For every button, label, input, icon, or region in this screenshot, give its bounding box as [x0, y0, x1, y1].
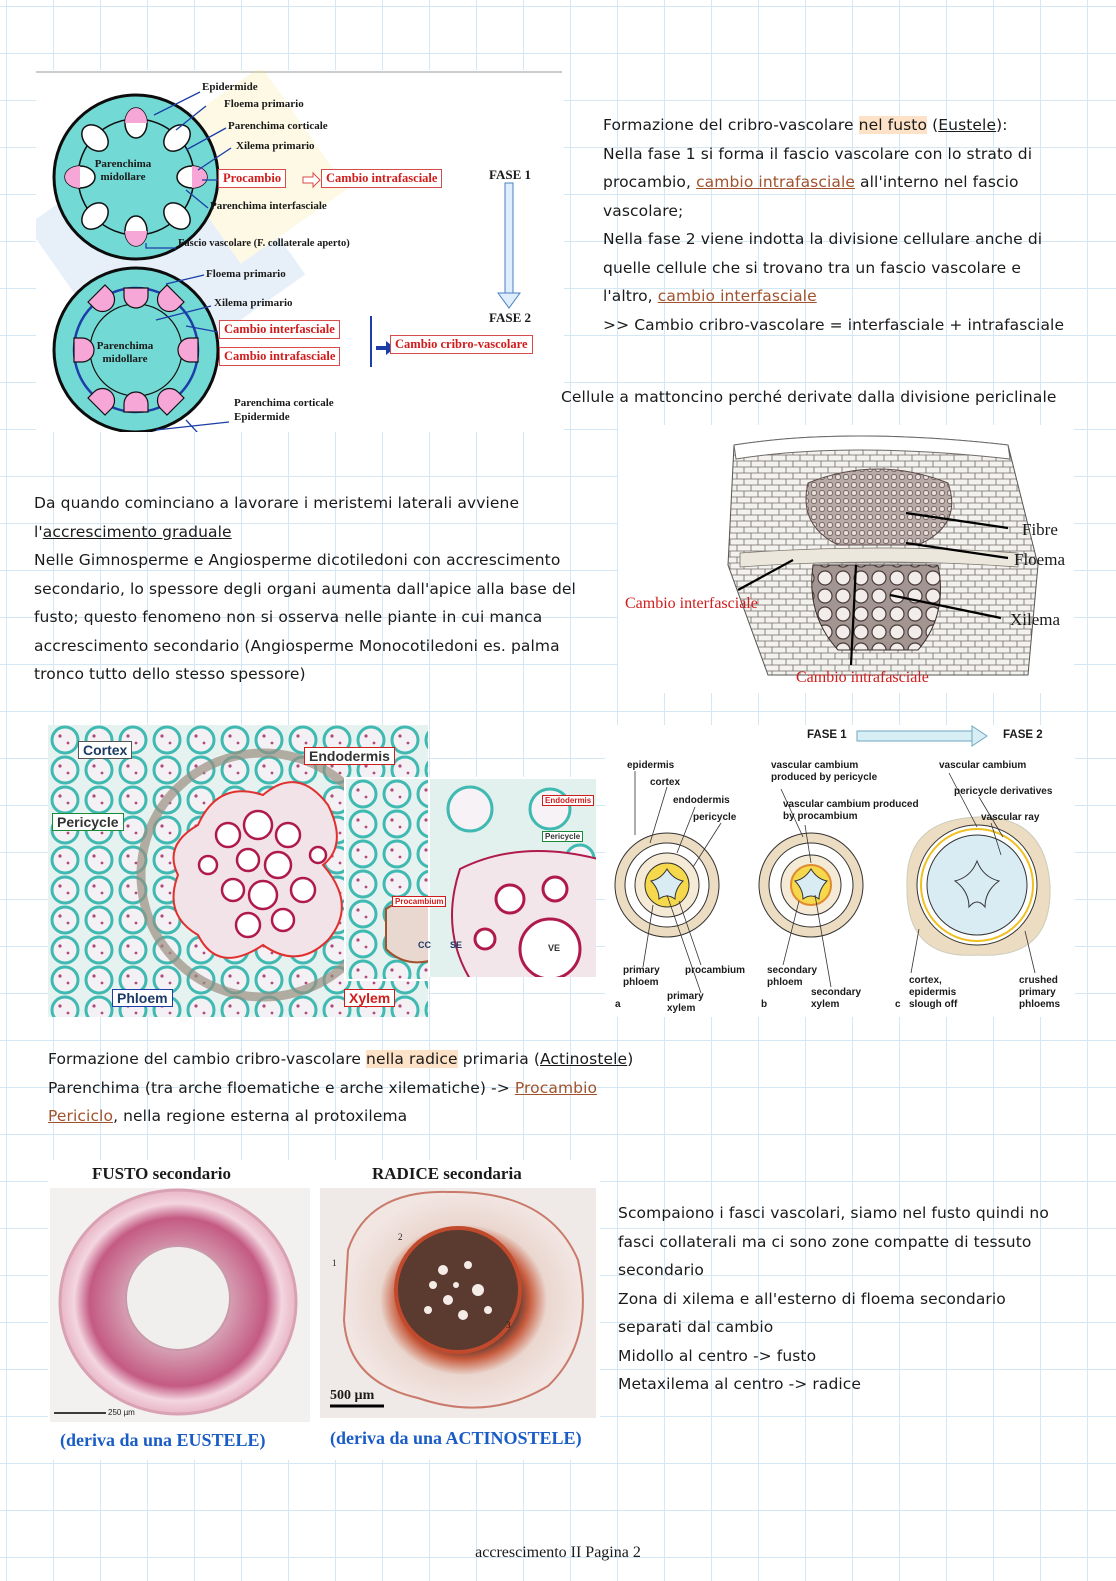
label-pericycle-diagram: pericycle	[693, 812, 737, 823]
root-cambium-phases-figure	[605, 725, 1075, 1017]
stem-phase-diagram	[36, 70, 564, 432]
label-floema-primario: Floema primario	[224, 98, 304, 110]
section-stem-cambium-text	[603, 111, 1103, 339]
text-line	[34, 518, 614, 547]
label-pericycle: Pericycle	[52, 813, 124, 831]
text-line: Nella fase 2 viene indotta la divisione cellulare anche di	[603, 230, 1043, 248]
label-fusto-secondario: FUSTO secondario	[92, 1164, 232, 1183]
label-endodermis: Endodermis	[304, 747, 395, 765]
label-radice-secondaria: RADICE secondaria	[372, 1164, 522, 1183]
label-cc: CC	[418, 940, 431, 950]
label-cambio-interfasciale: Cambio interfasciale	[219, 320, 340, 339]
label-vascular-cambium: vascular cambium	[939, 760, 1027, 771]
label-c: c	[895, 999, 901, 1010]
text-line: fasci collaterali ma ci sono zone compatte di tessuto	[618, 1232, 1032, 1251]
text-line	[48, 1102, 688, 1131]
label-primary-phloem: primary phloem	[623, 965, 660, 988]
text: (	[927, 116, 939, 134]
highlight-nella-radice: nella radice	[366, 1050, 458, 1068]
text-line: secondario, lo spessore degli organi aumenta dall'apice alla base del	[34, 579, 576, 598]
label-region-1: 1	[332, 1258, 337, 1268]
label-secondary-phloem: secondary phloem	[767, 965, 818, 988]
label-epidermis: epidermis	[627, 760, 675, 771]
label-region-3: 3	[506, 1320, 511, 1330]
secondary-stem-root-figure	[48, 1160, 600, 1460]
procambio-link[interactable]: Procambio	[514, 1078, 598, 1097]
text-line: vascolare;	[603, 201, 684, 220]
label-xilema: Xilema	[1010, 610, 1061, 629]
label-parenchima-corticale-2: Parenchima corticale	[234, 397, 334, 409]
text-line: Zona di xilema e all'esterno di floema secondario	[618, 1289, 1006, 1308]
label-phloem: Phloem	[112, 989, 173, 1007]
text: Parenchima (tra arche floematiche e arche xilematiche) ->	[48, 1078, 515, 1097]
label-endodermis-diagram: endodermis	[673, 795, 730, 806]
actinostele-link[interactable]: Actinostele	[540, 1050, 628, 1068]
label-primary-xylem: primary xylem	[667, 991, 704, 1014]
root-micrograph	[48, 725, 428, 1017]
label-fase-2-root: FASE 2	[1003, 729, 1043, 741]
label-cortex-diagram: cortex	[650, 777, 681, 788]
label-floema-primario-2: Floema primario	[206, 268, 286, 280]
label-cambio-intrafasciale-2: Cambio intrafasciale	[219, 347, 340, 366]
highlight-nel-fusto: nel fusto	[858, 116, 928, 134]
label-cambio-cribro-vascolare: Cambio cribro-vascolare	[390, 335, 533, 354]
page-footer: accrescimento II Pagina 2	[475, 1544, 641, 1561]
text-line: >> Cambio cribro-vascolare = interfasciale + intrafasciale	[603, 315, 1065, 334]
label-procambium-inset: Procambium	[392, 896, 446, 907]
label-xylem: Xylem	[344, 989, 395, 1007]
text-line: Nella fase 1 si forma il fascio vascolare con lo strato di	[603, 144, 1033, 163]
text-line: Midollo al centro -> fusto	[618, 1346, 817, 1365]
label-ve: VE	[548, 943, 561, 953]
section-secondary-text	[618, 1199, 1098, 1399]
label-procambium-diagram: procambium	[685, 965, 746, 976]
text-line	[48, 1045, 688, 1074]
label-scale-500: 500 µm	[330, 1388, 375, 1403]
label-cambio-intrafasciale: Cambio intrafasciale	[321, 169, 442, 188]
label-epidermide: Epidermide	[202, 81, 258, 93]
cambio-interfasciale-link[interactable]: cambio interfasciale	[657, 287, 817, 305]
label-vascular-cambium-procambium: vascular cambium produced by procambium	[783, 799, 919, 822]
label-parenchima-midollare-2: Parenchima midollare	[96, 340, 154, 365]
text-line: secondario	[618, 1261, 704, 1279]
label-fase-1: FASE 1	[489, 167, 532, 182]
text-line: accrescimento secondario (Angiosperme Monocotiledoni es. palma	[34, 636, 560, 655]
label-cambio-interfasciale-red: Cambio interfasciale	[625, 595, 758, 612]
micrograph-inset	[344, 777, 428, 981]
label-xilema-primario-2: Xilema primario	[214, 297, 293, 309]
caption-eustele: (deriva da una EUSTELE)	[60, 1430, 266, 1450]
micrograph-inset-image	[346, 779, 428, 979]
label-cortex: Cortex	[78, 741, 132, 759]
text: all'interno nel fascio	[855, 173, 1019, 191]
label-fascio-vascolare: Fascio vascolare (F. collaterale aperto)	[178, 238, 350, 249]
label-region-2: 2	[398, 1232, 403, 1242]
text-line: Metaxilema al centro -> radice	[618, 1375, 862, 1393]
text-line: quelle cellule che si trovano tra un fascio vascolare e	[603, 258, 1021, 277]
text: , nella regione esterna al protoxilema	[113, 1107, 408, 1125]
label-fase-1-root: FASE 1	[807, 729, 847, 741]
text-line: Scompaiono i fasci vascolari, siamo nel fusto quindi no	[618, 1204, 1049, 1222]
text: Formazione del cribro-vascolare	[603, 116, 859, 134]
label-fibre: Fibre	[1022, 520, 1058, 539]
label-a: a	[615, 999, 621, 1010]
label-fase-2: FASE 2	[489, 310, 532, 325]
label-scale-250: 250 µm	[108, 1408, 135, 1417]
text-line	[603, 282, 1103, 311]
label-crushed-primary-phloems: crushed primary phloems	[1019, 975, 1061, 1010]
brick-cells-note: Cellule a mattoncino perché derivate dalla divisione periclinale	[561, 388, 1057, 406]
text: ):	[996, 116, 1008, 134]
label-floema: Floema	[1014, 550, 1065, 569]
vascular-bundle-illustration	[618, 425, 1074, 693]
text: primaria (	[457, 1050, 540, 1068]
text-line	[48, 1074, 688, 1103]
label-procambio: Procambio	[218, 169, 286, 188]
label-parenchima-corticale: Parenchima corticale	[228, 120, 328, 132]
label-parenchima-midollare: Parenchima midollare	[94, 158, 152, 183]
text-line	[603, 168, 1103, 197]
label-se: SE	[450, 940, 463, 950]
label-secondary-xylem: secondary xylem	[811, 987, 862, 1010]
text-line: separati dal cambio	[618, 1318, 774, 1336]
label-parenchima-interfasciale: Parenchima interfasciale	[210, 200, 327, 212]
vascular-bundle-figure	[618, 425, 1074, 693]
label-endodermis-inset: Endodermis	[542, 795, 594, 806]
text: procambio,	[603, 173, 697, 191]
stem-title-line	[603, 111, 1103, 140]
text-line: Da quando cominciano a lavorare i meristemi laterali avviene	[34, 494, 520, 512]
section-root-cambium-text	[48, 1045, 688, 1131]
text: l'altro,	[603, 287, 658, 305]
label-epidermide-2: Epidermide	[234, 411, 290, 423]
text-line: Nelle Gimnosperme e Angiosperme dicotiledoni con accrescimento	[34, 551, 561, 569]
label-b: b	[761, 999, 768, 1010]
eustele-link[interactable]: Eustele	[938, 116, 997, 134]
label-vascular-cambium-pericycle: vascular cambium produced by pericycle	[771, 760, 878, 783]
periciclo-link[interactable]: Periciclo	[48, 1107, 114, 1125]
label-vascular-ray: vascular ray	[981, 812, 1040, 823]
accrescimento-graduale-link[interactable]: accrescimento graduale	[42, 522, 232, 541]
label-cortex-slough: cortex, epidermis slough off	[909, 975, 958, 1010]
section-gradual-growth-text	[34, 489, 614, 689]
text-line: fusto; questo fenomeno non si osserva nelle piante in cui manca	[34, 608, 543, 626]
caption-actinostele: (deriva da una ACTINOSTELE)	[330, 1428, 582, 1448]
text: l'	[34, 522, 43, 541]
label-cambio-intrafasciale-red: Cambio intrafasciale	[796, 669, 929, 686]
label-pericycle-inset: Pericycle	[542, 831, 583, 842]
text: )	[627, 1050, 634, 1068]
cambio-intrafasciale-link[interactable]: cambio intrafasciale	[696, 173, 856, 191]
text: Formazione del cambio cribro-vascolare	[48, 1050, 367, 1068]
label-xilema-primario: Xilema primario	[236, 140, 315, 152]
text-line: tronco tutto dello stesso spessore)	[34, 665, 306, 683]
label-pericycle-derivatives: pericycle derivatives	[954, 786, 1053, 797]
